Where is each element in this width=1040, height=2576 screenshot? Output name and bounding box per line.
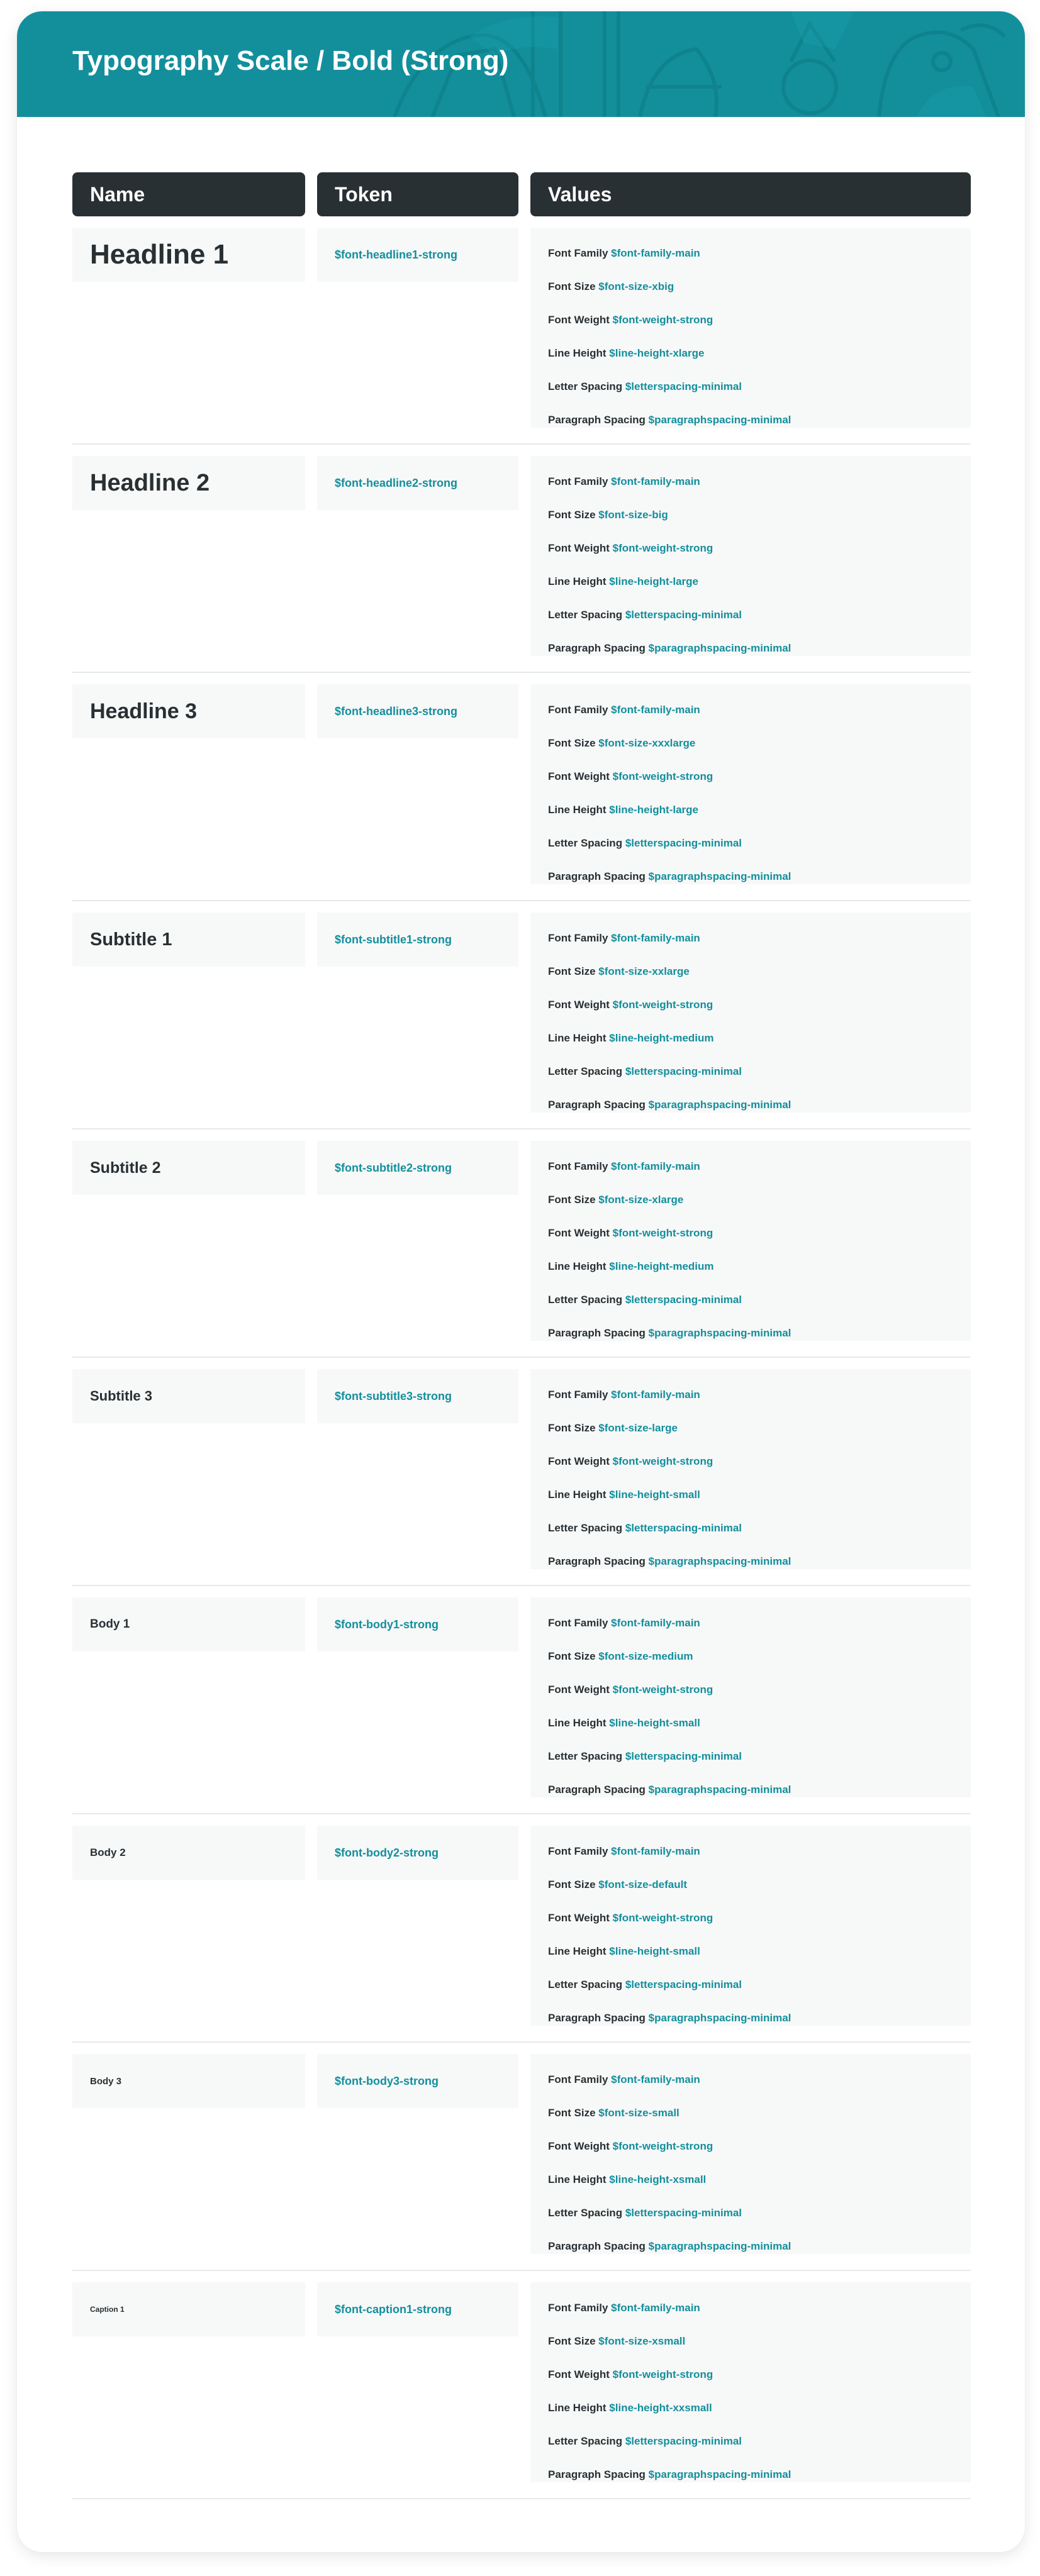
- value-item: [548, 1740, 971, 1773]
- value-label: Font Weight: [548, 1455, 610, 1467]
- values-list: [530, 1369, 971, 1569]
- value-item: [548, 2001, 971, 2035]
- value-item: [548, 860, 971, 893]
- value-token: $font-weight-strong: [612, 1684, 713, 1696]
- page-title: Typography Scale / Bold (Strong): [72, 45, 509, 76]
- value-token: $letterspacing-minimal: [625, 1750, 742, 1762]
- value-label: Letter Spacing: [548, 1979, 623, 1990]
- value-token: $line-height-xsmall: [609, 2174, 707, 2185]
- value-label: Font Weight: [548, 1227, 610, 1239]
- value-token: $font-size-medium: [598, 1650, 693, 1662]
- value-item: [548, 1773, 971, 1806]
- value-item: [548, 598, 971, 631]
- value-label: Letter Spacing: [548, 609, 623, 621]
- style-name: Headline 2: [72, 456, 305, 510]
- style-name: Headline 3: [72, 684, 305, 738]
- value-label: Letter Spacing: [548, 380, 623, 392]
- value-label: Line Height: [548, 2402, 607, 2414]
- value-label: Font Weight: [548, 1912, 610, 1924]
- value-label: Font Family: [548, 475, 608, 487]
- row-divider: [72, 2498, 971, 2499]
- values-list: [530, 2054, 971, 2254]
- value-item: [548, 1673, 971, 1706]
- table-row: [72, 1358, 971, 1586]
- value-item: [548, 2391, 971, 2424]
- header-name: Name: [72, 172, 305, 216]
- value-item: [548, 793, 971, 826]
- value-label: Line Height: [548, 575, 607, 587]
- value-token: $paragraphspacing-minimal: [648, 1099, 791, 1111]
- value-label: Font Family: [548, 247, 608, 259]
- value-token: $font-family-main: [611, 1845, 700, 1857]
- value-item: [548, 370, 971, 403]
- value-token: $line-height-medium: [609, 1260, 714, 1272]
- value-label: Font Family: [548, 1845, 608, 1857]
- values-list: [530, 913, 971, 1113]
- value-token: $paragraphspacing-minimal: [648, 2012, 791, 2024]
- value-label: Paragraph Spacing: [548, 2468, 646, 2480]
- value-item: [548, 1868, 971, 1901]
- value-label: Font Family: [548, 932, 608, 944]
- value-token: $paragraphspacing-minimal: [648, 1555, 791, 1567]
- value-token: $letterspacing-minimal: [625, 2207, 742, 2219]
- values-list: [530, 228, 971, 428]
- value-label: Font Weight: [548, 1684, 610, 1696]
- value-label: Line Height: [548, 1945, 607, 1957]
- value-item: [548, 921, 971, 955]
- value-token: $font-size-large: [598, 1422, 678, 1434]
- value-token: $line-height-xlarge: [609, 347, 705, 359]
- value-label: Font Size: [548, 965, 596, 977]
- value-item: [548, 465, 971, 498]
- style-name: Headline 1: [72, 228, 305, 282]
- style-name: Caption 1: [72, 2282, 305, 2336]
- value-label: Font Weight: [548, 999, 610, 1011]
- value-label: Paragraph Spacing: [548, 642, 646, 654]
- table-row: [72, 1814, 971, 2043]
- value-token: $font-family-main: [611, 475, 700, 487]
- value-item: [548, 631, 971, 665]
- value-item: [548, 1021, 971, 1055]
- value-token: $font-family-main: [611, 247, 700, 259]
- value-item: [548, 1250, 971, 1283]
- value-item: [548, 1706, 971, 1740]
- style-token: $font-headline3-strong: [317, 684, 518, 738]
- value-item: [548, 2458, 971, 2491]
- value-token: $font-weight-strong: [612, 314, 713, 326]
- value-item: [548, 1835, 971, 1868]
- style-name: Subtitle 1: [72, 913, 305, 967]
- values-list: [530, 456, 971, 656]
- value-label: Font Weight: [548, 314, 610, 326]
- value-token: $letterspacing-minimal: [625, 1294, 742, 1306]
- value-token: $font-weight-strong: [612, 1912, 713, 1924]
- value-token: $line-height-small: [609, 1945, 700, 1957]
- value-label: Font Size: [548, 737, 596, 749]
- value-token: $paragraphspacing-minimal: [648, 414, 791, 426]
- value-token: $font-size-xxlarge: [598, 965, 690, 977]
- value-token: $font-family-main: [611, 1160, 700, 1172]
- style-token: $font-body3-strong: [317, 2054, 518, 2108]
- table-row: [72, 2271, 971, 2499]
- values-list: [530, 1826, 971, 2026]
- value-item: [548, 2196, 971, 2229]
- value-token: $font-size-default: [598, 1879, 688, 1890]
- value-token: $font-size-xlarge: [598, 1194, 684, 1206]
- value-label: Font Size: [548, 280, 596, 292]
- values-list: [530, 2282, 971, 2482]
- value-label: Paragraph Spacing: [548, 1099, 646, 1111]
- value-token: $font-family-main: [611, 1389, 700, 1401]
- style-name: Body 3: [72, 2054, 305, 2108]
- value-item: [548, 826, 971, 860]
- value-token: $font-weight-strong: [612, 542, 713, 554]
- value-token: $font-size-xbig: [598, 280, 674, 292]
- value-item: [548, 726, 971, 760]
- value-label: Font Weight: [548, 542, 610, 554]
- value-item: [548, 1445, 971, 1478]
- value-label: Paragraph Spacing: [548, 870, 646, 882]
- value-item: [548, 2096, 971, 2129]
- header-token: Token: [317, 172, 518, 216]
- value-token: $paragraphspacing-minimal: [648, 870, 791, 882]
- value-label: Font Family: [548, 704, 608, 716]
- value-item: [548, 2129, 971, 2163]
- table-row: [72, 673, 971, 901]
- value-item: [548, 1545, 971, 1578]
- value-token: $font-family-main: [611, 704, 700, 716]
- style-token: $font-headline1-strong: [317, 228, 518, 282]
- header-values: Values: [530, 172, 971, 216]
- value-label: Font Size: [548, 509, 596, 521]
- value-token: $line-height-medium: [609, 1032, 714, 1044]
- value-item: [548, 2424, 971, 2458]
- value-item: [548, 1901, 971, 1935]
- value-token: $font-weight-strong: [612, 2368, 713, 2380]
- value-token: $paragraphspacing-minimal: [648, 2468, 791, 2480]
- value-token: $font-weight-strong: [612, 999, 713, 1011]
- style-name: Body 2: [72, 1826, 305, 1880]
- style-token: $font-subtitle3-strong: [317, 1369, 518, 1423]
- value-item: [548, 236, 971, 270]
- value-label: Font Family: [548, 2302, 608, 2314]
- style-token: $font-headline2-strong: [317, 456, 518, 510]
- value-item: [548, 2291, 971, 2324]
- values-list: [530, 1141, 971, 1341]
- value-label: Line Height: [548, 1717, 607, 1729]
- value-label: Font Size: [548, 2335, 596, 2347]
- value-item: [548, 760, 971, 793]
- value-token: $font-family-main: [611, 932, 700, 944]
- value-token: $font-family-main: [611, 1617, 700, 1629]
- value-item: [548, 1411, 971, 1445]
- value-label: Letter Spacing: [548, 837, 623, 849]
- value-item: [548, 1968, 971, 2001]
- value-token: $font-size-big: [598, 509, 668, 521]
- header-banner: [17, 11, 1025, 117]
- value-label: Line Height: [548, 1260, 607, 1272]
- value-label: Line Height: [548, 347, 607, 359]
- style-name: Subtitle 3: [72, 1369, 305, 1423]
- value-item: [548, 1216, 971, 1250]
- value-label: Font Weight: [548, 2140, 610, 2152]
- table-row: [72, 901, 971, 1130]
- style-token: $font-subtitle2-strong: [317, 1141, 518, 1195]
- value-label: Letter Spacing: [548, 1522, 623, 1534]
- value-item: [548, 1055, 971, 1088]
- table-body: [72, 216, 971, 2499]
- value-item: [548, 1511, 971, 1545]
- value-item: [548, 336, 971, 370]
- value-token: $line-height-small: [609, 1489, 700, 1501]
- value-label: Line Height: [548, 2174, 607, 2185]
- value-token: $font-family-main: [611, 2302, 700, 2314]
- value-item: [548, 270, 971, 303]
- value-label: Line Height: [548, 1489, 607, 1501]
- value-token: $letterspacing-minimal: [625, 837, 742, 849]
- value-label: Font Family: [548, 1389, 608, 1401]
- value-label: Paragraph Spacing: [548, 2240, 646, 2252]
- value-item: [548, 1478, 971, 1511]
- value-item: [548, 693, 971, 726]
- value-item: [548, 2163, 971, 2196]
- style-name: Subtitle 2: [72, 1141, 305, 1195]
- value-label: Font Size: [548, 1650, 596, 1662]
- value-label: Font Weight: [548, 2368, 610, 2380]
- page-card: [17, 11, 1025, 2552]
- value-token: $line-height-xxsmall: [609, 2402, 712, 2414]
- value-label: Paragraph Spacing: [548, 414, 646, 426]
- value-label: Paragraph Spacing: [548, 1555, 646, 1567]
- value-item: [548, 303, 971, 336]
- table-header-row: [72, 172, 971, 216]
- value-label: Paragraph Spacing: [548, 1327, 646, 1339]
- value-token: $font-family-main: [611, 2074, 700, 2085]
- value-token: $paragraphspacing-minimal: [648, 642, 791, 654]
- value-item: [548, 1640, 971, 1673]
- table-row: [72, 1586, 971, 1814]
- value-token: $font-weight-strong: [612, 1227, 713, 1239]
- value-token: $font-weight-strong: [612, 770, 713, 782]
- value-label: Letter Spacing: [548, 1750, 623, 1762]
- value-label: Font Size: [548, 1422, 596, 1434]
- value-label: Font Size: [548, 1194, 596, 1206]
- values-list: [530, 684, 971, 884]
- value-label: Font Weight: [548, 770, 610, 782]
- value-token: $letterspacing-minimal: [625, 380, 742, 392]
- values-list: [530, 1597, 971, 1797]
- value-item: [548, 1378, 971, 1411]
- value-label: Line Height: [548, 804, 607, 816]
- table-row: [72, 216, 971, 445]
- table-row: [72, 445, 971, 673]
- value-item: [548, 1935, 971, 1968]
- value-item: [548, 565, 971, 598]
- value-item: [548, 1283, 971, 1316]
- value-token: $font-size-small: [598, 2107, 679, 2119]
- value-item: [548, 955, 971, 988]
- value-label: Font Family: [548, 1160, 608, 1172]
- value-label: Font Size: [548, 1879, 596, 1890]
- value-token: $letterspacing-minimal: [625, 609, 742, 621]
- style-name: Body 1: [72, 1597, 305, 1652]
- value-label: Line Height: [548, 1032, 607, 1044]
- value-label: Font Family: [548, 2074, 608, 2085]
- value-token: $paragraphspacing-minimal: [648, 1327, 791, 1339]
- value-token: $line-height-large: [609, 575, 698, 587]
- value-token: $font-weight-strong: [612, 1455, 713, 1467]
- value-item: [548, 2358, 971, 2391]
- value-label: Paragraph Spacing: [548, 1784, 646, 1796]
- value-label: Paragraph Spacing: [548, 2012, 646, 2024]
- value-item: [548, 498, 971, 531]
- value-token: $letterspacing-minimal: [625, 1522, 742, 1534]
- value-token: $paragraphspacing-minimal: [648, 2240, 791, 2252]
- value-token: $line-height-large: [609, 804, 698, 816]
- value-item: [548, 1606, 971, 1640]
- value-token: $font-size-xxxlarge: [598, 737, 696, 749]
- value-label: Letter Spacing: [548, 2435, 623, 2447]
- value-item: [548, 2063, 971, 2096]
- style-token: $font-body2-strong: [317, 1826, 518, 1880]
- typography-table: [72, 172, 971, 2499]
- value-item: [548, 1088, 971, 1121]
- value-item: [548, 1150, 971, 1183]
- value-label: Letter Spacing: [548, 2207, 623, 2219]
- value-label: Letter Spacing: [548, 1065, 623, 1077]
- value-item: [548, 403, 971, 436]
- value-token: $line-height-small: [609, 1717, 700, 1729]
- value-label: Font Family: [548, 1617, 608, 1629]
- value-token: $letterspacing-minimal: [625, 1979, 742, 1990]
- value-token: $font-size-xsmall: [598, 2335, 686, 2347]
- value-token: $font-weight-strong: [612, 2140, 713, 2152]
- value-token: $letterspacing-minimal: [625, 2435, 742, 2447]
- value-label: Letter Spacing: [548, 1294, 623, 1306]
- value-item: [548, 531, 971, 565]
- table-row: [72, 2043, 971, 2271]
- value-item: [548, 1183, 971, 1216]
- value-token: $paragraphspacing-minimal: [648, 1784, 791, 1796]
- value-item: [548, 2229, 971, 2263]
- value-item: [548, 2324, 971, 2358]
- value-label: Font Size: [548, 2107, 596, 2119]
- style-token: $font-body1-strong: [317, 1597, 518, 1652]
- style-token: $font-subtitle1-strong: [317, 913, 518, 967]
- value-item: [548, 988, 971, 1021]
- value-token: $letterspacing-minimal: [625, 1065, 742, 1077]
- value-item: [548, 1316, 971, 1350]
- table-row: [72, 1130, 971, 1358]
- style-token: $font-caption1-strong: [317, 2282, 518, 2336]
